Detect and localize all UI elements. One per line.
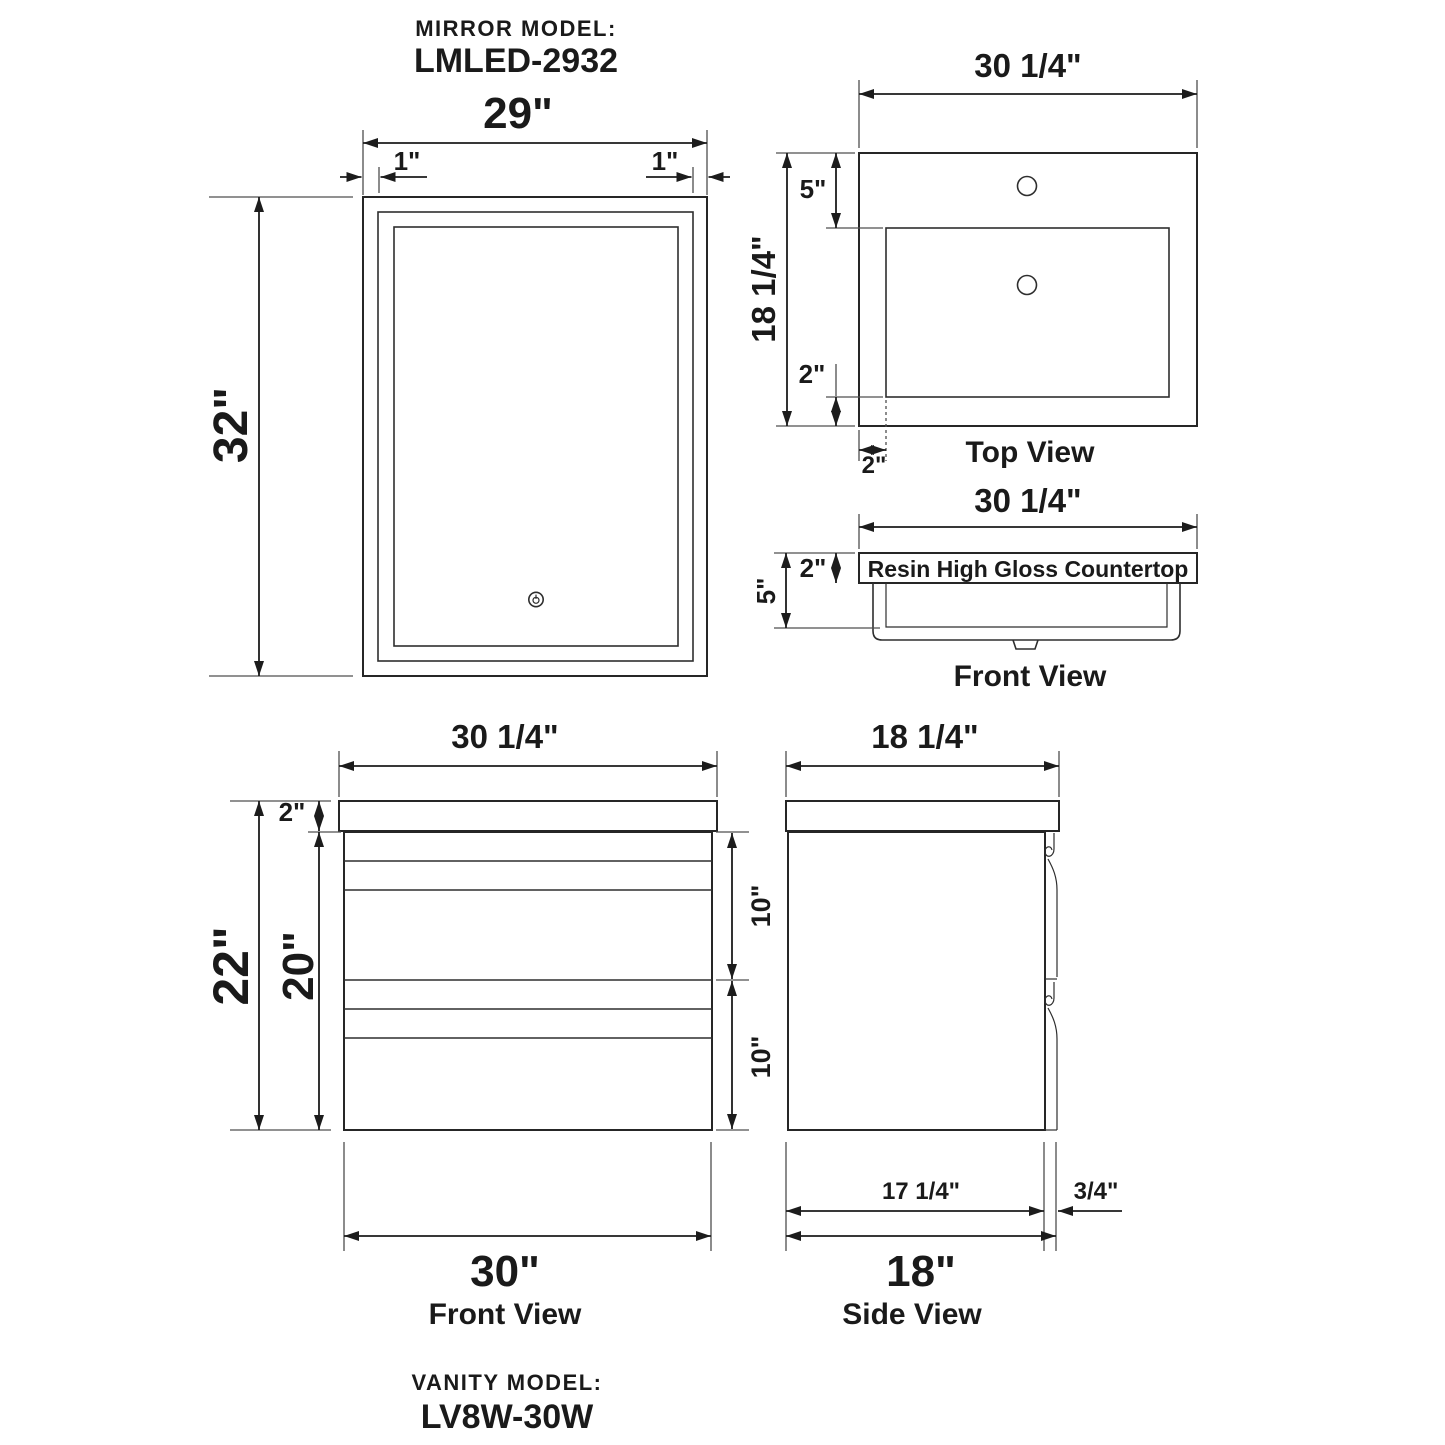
mirror-model-heading: MIRROR MODEL: — [415, 16, 617, 41]
mirror-height-dimension — [205, 197, 353, 676]
drain-hole — [1018, 276, 1037, 295]
mirror-led-strip — [378, 212, 693, 661]
mirror-view — [205, 16, 730, 676]
vanity-side-top-depth-label: 18 1/4" — [871, 718, 979, 755]
sink-front-width-dimension — [859, 482, 1197, 549]
basin-inner-wall — [886, 583, 1167, 627]
sink-top-depth-label: 18 1/4" — [745, 235, 782, 343]
sink-front-height-label: 5" — [751, 577, 781, 605]
drawer-height-dimensions — [716, 832, 776, 1130]
sink-front-countertop-thickness-label: 2" — [799, 553, 827, 583]
mirror-frame-left-label: 1" — [393, 146, 421, 176]
mirror-width-dimension — [363, 89, 707, 195]
vanity-model-heading: VANITY MODEL: — [411, 1370, 603, 1395]
sink-front-width-label: 30 1/4" — [974, 482, 1082, 519]
mirror-outer-frame — [363, 197, 707, 676]
mirror-model-number: LMLED-2932 — [413, 42, 619, 80]
vanity-side-panel-thickness-label: 3/4" — [1073, 1178, 1119, 1205]
vanity-countertop-side — [786, 801, 1059, 831]
vanity-side-bottom-depth-label: 18" — [886, 1247, 956, 1296]
sink-top-view-title: Top View — [965, 436, 1095, 469]
vanity-front-view-title: Front View — [428, 1298, 582, 1331]
vanity-cabinet-height-label: 20" — [274, 931, 323, 1001]
vanity-cabinet-side — [788, 832, 1045, 1130]
sink-outline-top — [859, 153, 1197, 426]
vanity-total-height-label: 22" — [203, 926, 259, 1006]
sink-top-side-offset-label: 2" — [861, 452, 887, 479]
drain-stub — [1013, 640, 1038, 649]
vanity-side-body-depth-label: 17 1/4" — [881, 1178, 961, 1205]
drawer-bottom-height-label: 10" — [746, 1035, 776, 1079]
sink-top-side-offset-dimension — [859, 400, 886, 479]
sink-top-view — [745, 47, 1197, 479]
sink-top-width-label: 30 1/4" — [974, 47, 1082, 84]
vanity-side-top-depth-dimension — [786, 718, 1059, 797]
basin-outline-top — [886, 228, 1169, 397]
vanity-front-bottom-width-dimension — [344, 1142, 711, 1296]
countertop-material-label: Resin High Gloss Countertop — [867, 556, 1189, 582]
sink-front-view — [751, 482, 1197, 693]
mirror-touch-sensor-icon — [529, 592, 543, 606]
mirror-glass — [394, 227, 678, 646]
vanity-front-bottom-width-label: 30" — [470, 1247, 540, 1296]
basin-outline-front — [873, 583, 1180, 640]
sink-top-front-edge-label: 2" — [798, 359, 826, 389]
vanity-cabinet-front — [344, 832, 712, 1130]
vanity-front-view — [203, 718, 776, 1436]
sink-top-back-offset-label: 5" — [799, 174, 827, 204]
faucet-hole — [1018, 177, 1037, 196]
drawer-face-profiles — [1045, 833, 1057, 1130]
vanity-side-bottom-dimensions — [786, 1142, 1122, 1296]
mirror-frame-right-dimension — [646, 146, 730, 193]
vanity-side-view-title: Side View — [842, 1298, 982, 1331]
sink-top-front-edge-dimension — [799, 359, 883, 426]
mirror-frame-left-dimension — [340, 146, 427, 193]
drawer-top-height-label: 10" — [746, 884, 776, 928]
vanity-countertop-thickness-label: 2" — [278, 797, 306, 827]
mirror-height-label: 32" — [205, 386, 258, 464]
sink-top-back-offset-dimension — [800, 153, 883, 228]
vanity-cabinet-height-dimension — [274, 832, 341, 1130]
sink-front-view-title: Front View — [953, 660, 1107, 693]
vanity-side-view — [786, 718, 1122, 1331]
vanity-countertop-front — [339, 801, 717, 831]
sink-front-countertop-thickness-dimension — [800, 553, 836, 583]
vanity-model-number: LV8W-30W — [420, 1398, 594, 1436]
vanity-front-top-width-label: 30 1/4" — [451, 718, 559, 755]
vanity-countertop-thickness-dimension — [279, 797, 319, 831]
mirror-frame-right-label: 1" — [651, 146, 679, 176]
sink-top-width-dimension — [859, 47, 1197, 148]
vanity-front-top-width-dimension — [339, 718, 717, 797]
mirror-width-label: 29" — [483, 89, 553, 138]
